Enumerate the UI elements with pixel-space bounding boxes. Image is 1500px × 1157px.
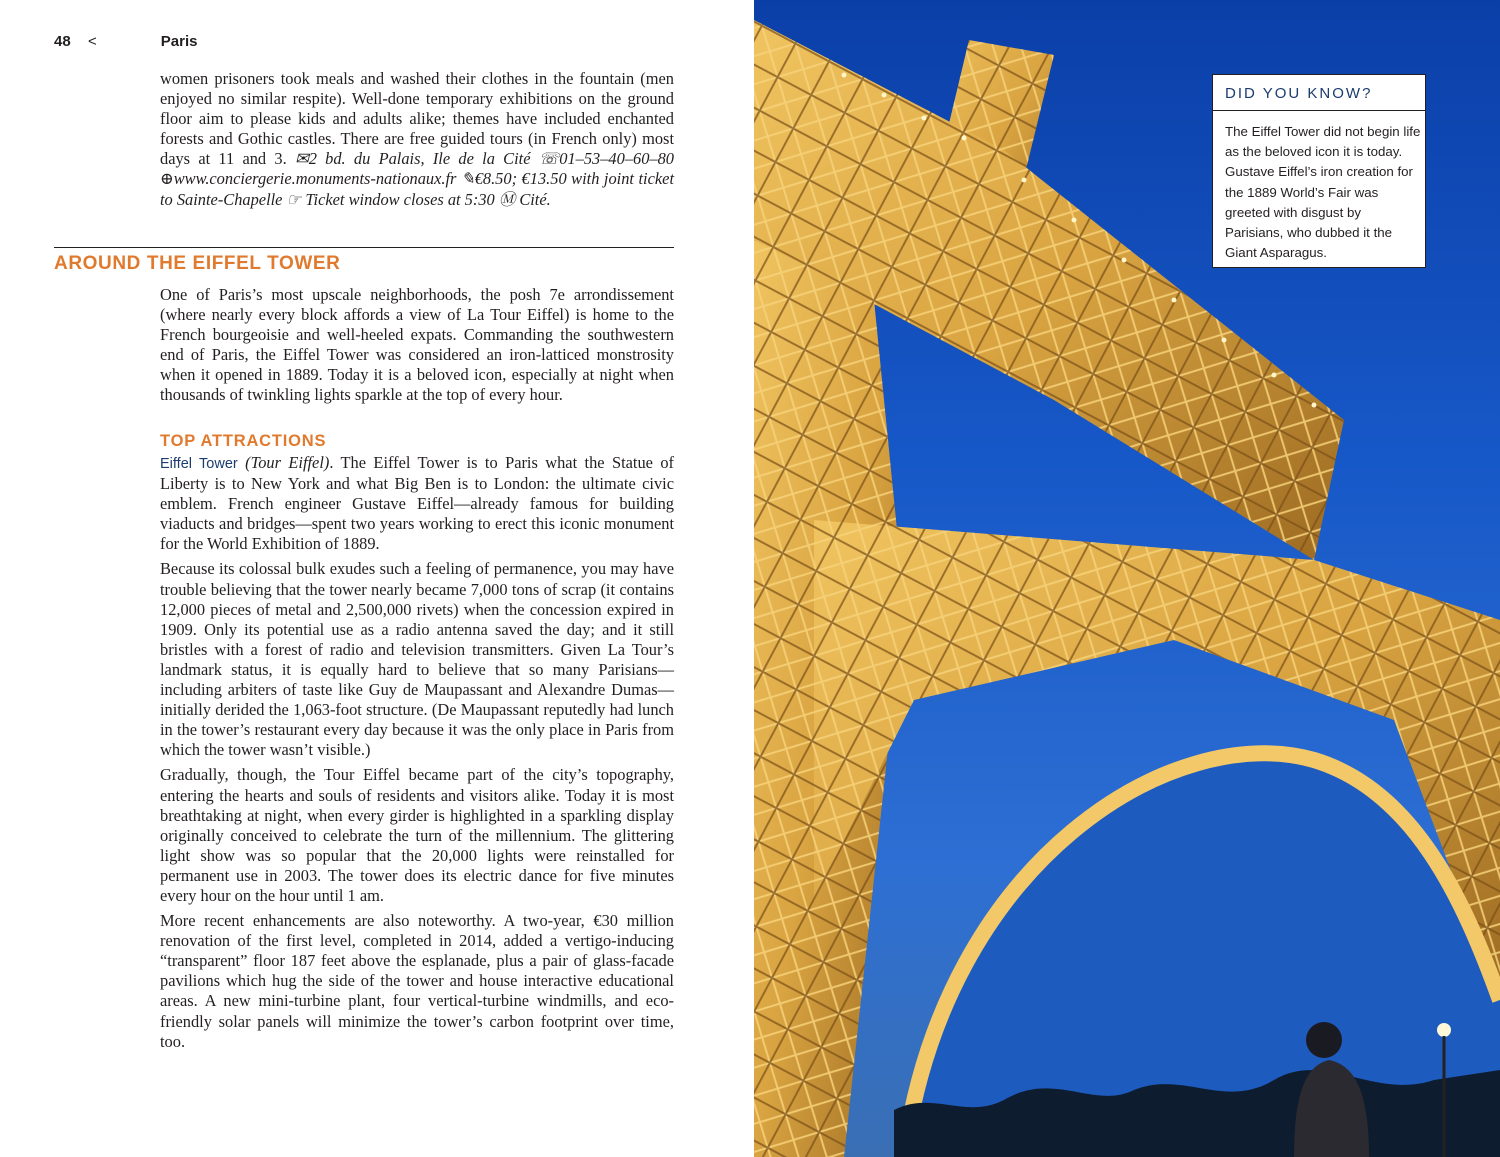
- subsection-title: TOP ATTRACTIONS: [160, 432, 327, 450]
- attraction-paragraph-2: Because its colossal bulk exudes such a feeling of permanence, you may have trouble believing that the tower nearly became 7,000 tons of scrap (it contains 12,000 pieces of metal and 2,500,000 rivets) when the concession expired in 1909. Only its potential use as a radio antenna saved the day; and it still bristles with a forest of radio and television transmitters. Given La Tour’s landmark status, it is equally hard to believe that so many Parisians—including arbiters of taste like Guy de Maupassant and Alexandre Dumas—initially derided the 1,063-foot structure. (De Maupassant reputedly had lunch in the tower’s restaurant every day because it was the only place in Paris from which the tower wasn’t visible.): [160, 559, 674, 760]
- chapter-title: Paris: [160, 33, 198, 50]
- running-head: [54, 33, 197, 50]
- practical-info: ✉2 bd. du Palais, Ile de la Cité ☏01–53–40–60–80 ⊕www.conciergerie.monuments-nationaux.fr ✎€8.50; €13.50 with joint ticket to Sainte-Chapelle ☞ Ticket window closes at 5:30 Ⓜ Cité.: [160, 149, 674, 209]
- attraction-paragraph-3: Gradually, though, the Tour Eiffel became part of the city’s topography, entering the hearts and souls of residents and visitors alike. Today it is most breathtaking at night, when every girder is highlighted in a sparkling display originally conceived to celebrate the turn of the millennium. The glittering light show was so popular that the 20,000 lights were reinstalled for permanent use in 2003. The tower does its electric dance for five minutes every hour on the hour until 1 am.: [160, 765, 674, 905]
- did-you-know-title: DID YOU KNOW?: [1225, 85, 1373, 102]
- sight-name: Eiffel Tower: [160, 456, 238, 472]
- did-you-know-text: The Eiffel Tower did not begin life as the beloved icon it is today. Gustave Eiffel’s iron creation for the 1889 World’s Fair was greeted with disgust by Parisians, who dubbed it the Giant Asparagus.: [1225, 124, 1421, 261]
- section-title: AROUND THE EIFFEL TOWER: [54, 253, 341, 274]
- did-you-know-box: [1212, 74, 1426, 268]
- intro-paragraph: [160, 69, 674, 215]
- section-intro-text: One of Paris’s most upscale neighborhoods, the posh 7e arrondissement (where nearly every block affords a view of La Tour Eiffel) is home to the French bourgeoisie and well-heeled expats. Commanding the southwestern end of Paris, the Eiffel Tower was considered an iron-latticed monstrosity when it opened in 1889. Today it is a beloved icon, especially at night when thousands of twinkling lights sparkle at the top of every hour.: [160, 285, 674, 405]
- intro-text: women prisoners took meals and washed their clothes in the fountain (men enjoyed no similar respite). Well-done temporary exhibitions on the ground floor aim to please kids and adults alike; themes have included enchanted forests and Gothic castles. There are free guided tours (in French only) most days at 11 and 3.: [160, 69, 674, 169]
- attraction-paragraph-4: More recent enhancements are also noteworthy. A two-year, €30 million renovation of the first level, completed in 2014, added a vertigo-inducing “transparent” floor 187 feet above the esplanade, plus a pair of glass-facade pavilions which hug the side of the tower and house interactive educational areas. A new mini-turbine plant, four vertical-turbine windmills, and eco-friendly solar panels will minimize the tower’s carbon footprint over time, too.: [160, 911, 674, 1051]
- attraction-paragraph-1: . The Eiffel Tower is to Paris what the Statue of Liberty is to New York and what Big Ben is to London: the ultimate civic emblem. French engineer Gustave Eiffel—already famous for building viaducts and bridges—spent two years working to erect this iconic monument for the World Exhibition of 1889.: [160, 453, 674, 554]
- sidebar-divider: [1213, 110, 1425, 111]
- previous-arrow-icon[interactable]: <: [88, 33, 97, 50]
- section-intro: [160, 285, 674, 411]
- street-lamp: [1437, 1023, 1451, 1037]
- section-divider: [54, 247, 674, 248]
- attraction-entry: [160, 453, 674, 1057]
- sight-alt-name: (Tour Eiffel): [245, 453, 330, 472]
- person: [1306, 1022, 1342, 1058]
- page-number: 48: [54, 33, 71, 50]
